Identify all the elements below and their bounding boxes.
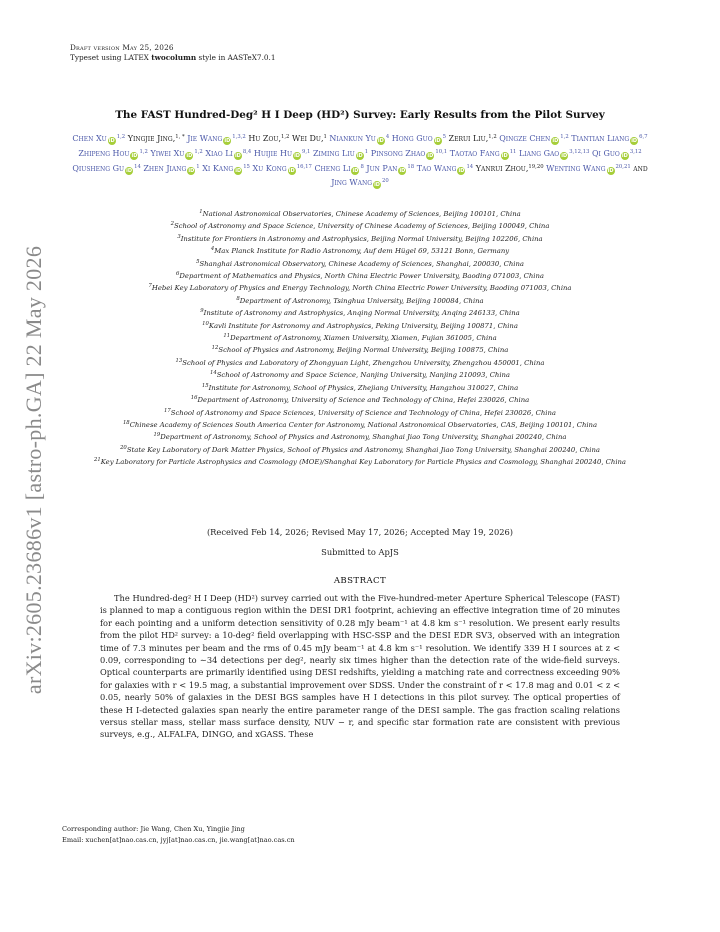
author-name-text: Jie Wang <box>187 134 223 143</box>
author-name-text: Pinsong Zhao <box>370 148 426 158</box>
author-name-text: Chen Xu <box>72 134 107 143</box>
author-affiliation-marker: 6,7 <box>639 134 648 140</box>
author-name[interactable] <box>72 134 125 143</box>
orcid-icon[interactable]: iD <box>607 167 614 174</box>
affiliation-text: School of Astronomy and Space Sciences, University of Science and Technology of China, Hefei 230026, China <box>170 408 556 417</box>
affiliation-text: National Astronomical Observatories, Chinese Academy of Sciences, Beijing 100101, China <box>202 210 521 218</box>
orcid-icon[interactable]: iD <box>352 167 359 174</box>
author-list <box>52 131 668 190</box>
author-name[interactable] <box>366 164 414 173</box>
author-name <box>128 134 185 143</box>
author-name[interactable] <box>143 164 199 173</box>
affiliation-number: 21 <box>93 457 101 464</box>
author-affiliation-marker: 3,12 <box>629 148 642 155</box>
orcid-icon[interactable]: iD <box>186 152 193 159</box>
author-name[interactable] <box>571 134 647 143</box>
affiliation-number: 13 <box>175 357 183 364</box>
orcid-icon[interactable]: iD <box>377 138 384 144</box>
author-affiliation-marker: 1,2 <box>560 134 569 140</box>
author-name-text: Huijie Hu <box>253 148 292 158</box>
affiliation-text: Department of Mathematics and Physics, North China Electric Power University, Baoding 071003, China <box>179 272 544 281</box>
affiliation-item <box>36 244 684 256</box>
author-name-text: Yanrui Zhou, <box>475 163 529 173</box>
orcid-icon[interactable]: iD <box>427 152 434 159</box>
orcid-icon[interactable]: iD <box>458 167 465 174</box>
author-name[interactable] <box>205 149 251 158</box>
affiliation-text: Hebei Key Laboratory of Physics and Energy Technology, North China Electric Power University, Baoding 071003, China <box>151 284 572 293</box>
author-affiliation-marker: 8,4 <box>242 148 252 155</box>
orcid-icon[interactable]: iD <box>621 152 628 159</box>
affiliation-item <box>36 306 684 318</box>
author-name <box>449 134 497 143</box>
affiliation-text: Shanghai Astronomical Observatory, Chinese Academy of Sciences, Shanghai, 200030, China <box>199 259 524 268</box>
orcid-icon[interactable]: iD <box>188 167 195 174</box>
orcid-icon[interactable]: iD <box>288 167 295 174</box>
affiliation-number: 3 <box>177 233 181 240</box>
affiliation-item <box>36 356 684 368</box>
affiliation-text: School of Physics and Laboratory of Zhongyuan Light, Zhengzhou University, Zhengzhou 450001, China <box>182 358 545 367</box>
author-affiliation-marker: 1 <box>196 163 200 170</box>
author-name-text: Taotao Fang <box>449 148 500 158</box>
author-affiliation-marker: 1, * <box>175 134 185 140</box>
author-affiliation-marker: 20 <box>382 178 389 185</box>
affiliation-item <box>36 269 684 281</box>
author-name[interactable] <box>202 164 250 173</box>
affiliation-number: 6 <box>176 271 180 278</box>
author-name[interactable] <box>72 164 141 173</box>
affiliation-number: 19 <box>153 432 161 439</box>
header-note <box>70 43 276 63</box>
author-name <box>248 134 289 143</box>
author-name-text: Xu Kong <box>252 163 287 173</box>
submitted-to: Submitted to ApJS <box>321 547 399 557</box>
author-name[interactable] <box>331 178 389 187</box>
affiliation-text: Key Laboratory for Particle Astrophysics and Cosmology (MOE)/Shanghai Key Laboratory for Particle Physics and Cosmology, Shanghai 200240, China <box>100 458 627 467</box>
affiliation-number: 9 <box>200 308 204 315</box>
author-name[interactable] <box>313 149 368 158</box>
author-affiliation-marker: 16,17 <box>296 163 312 170</box>
author-name-text: Xi Kang <box>202 163 234 173</box>
author-affiliation-marker: 20,21 <box>615 163 631 170</box>
affiliation-number: 1 <box>199 209 203 215</box>
submission-dates: (Received Feb 14, 2026; Revised May 17, 2026; Accepted May 19, 2026) <box>206 527 514 537</box>
affiliation-list <box>36 207 684 468</box>
typeset-prefix: Typeset using <box>70 53 124 62</box>
affiliation-item <box>36 393 684 405</box>
author-name-text: Cheng Li <box>314 163 351 173</box>
author-affiliation-marker: 1,2 <box>139 148 148 155</box>
author-name-text: Xiao Li <box>205 148 233 158</box>
affiliation-text: Max Planck Institute for Radio Astronomy, Auf dem Hügel 69, 53121 Bonn, Germany <box>214 247 510 256</box>
affiliation-number: 20 <box>120 444 127 451</box>
style-word: twocolumn <box>151 53 197 62</box>
affiliation-item <box>36 319 684 331</box>
affiliation-item <box>36 368 684 380</box>
author-name-text: Liang Gao <box>518 148 560 158</box>
affiliation-text: Institute for Frontiers in Astronomy and Astrophysics, Beijing Normal University, Beijing 102206, China <box>180 234 543 243</box>
orcid-icon[interactable]: iD <box>294 152 300 159</box>
author-affiliation-marker: 1,2 <box>280 134 290 140</box>
author-name[interactable] <box>392 134 446 143</box>
author-name[interactable] <box>519 149 589 158</box>
author-affiliation-marker: 1,2 <box>116 134 126 140</box>
affiliation-number: 12 <box>211 345 219 352</box>
orcid-icon[interactable]: iD <box>235 167 242 174</box>
affiliation-text: School of Physics and Astronomy, Beijing Normal University, Beijing 100875, China <box>218 346 509 355</box>
author-name-text: Tao Wang <box>416 163 457 173</box>
author-affiliation-marker: 19,20 <box>528 163 544 170</box>
orcid-icon[interactable]: iD <box>631 138 638 144</box>
affiliation-text: Department of Astronomy, Tsinghua University, Beijing 100084, China <box>239 296 484 305</box>
author-name-text: Qingze Chen <box>499 134 551 143</box>
author-affiliation-marker: 1 <box>364 148 369 155</box>
footnote <box>62 824 295 845</box>
author-affiliation-marker: 1,2 <box>488 134 497 140</box>
affiliation-item <box>36 443 684 455</box>
author-affiliation-marker: 4 <box>385 134 390 140</box>
affiliation-item <box>36 257 684 269</box>
affiliation-number: 15 <box>201 382 209 389</box>
author-affiliation-marker: 3,12,13 <box>569 148 590 155</box>
orcid-icon[interactable]: iD <box>126 167 133 174</box>
author-affiliation-marker: 11 <box>509 148 517 155</box>
orcid-icon[interactable]: iD <box>131 152 138 159</box>
author-affiliation-marker: 14 <box>466 163 474 170</box>
author-affiliation-marker: 1,2 <box>194 148 203 155</box>
affiliation-item <box>36 207 684 219</box>
affiliation-item <box>36 281 684 293</box>
affiliation-item <box>36 430 684 442</box>
author-affiliation-marker: 1,3,2 <box>232 134 246 140</box>
affiliation-text: School of Astronomy and Space Science, University of Chinese Academy of Sciences, Beijing 100049, China <box>173 222 550 231</box>
affiliation-number: 14 <box>209 370 217 377</box>
orcid-icon[interactable]: iD <box>561 152 568 159</box>
affiliation-text: Department of Astronomy, University of Science and Technology of China, Hefei 230026, China <box>197 396 530 405</box>
affiliation-text: State Key Laboratory of Dark Matter Physics, School of Physics and Astronomy, Shanghai Jiao Tong University, Shanghai 200240, China <box>126 445 600 454</box>
author-name-text: Wenting Wang <box>546 163 606 173</box>
affiliation-number: 16 <box>190 395 198 402</box>
author-affiliation-marker: 14 <box>134 163 141 170</box>
author-affiliation-marker: 8 <box>360 163 364 170</box>
orcid-icon[interactable]: iD <box>356 152 363 159</box>
author-name-text: Hu Zou, <box>248 134 281 143</box>
author-name-text: Qi Guo <box>592 148 620 158</box>
affiliation-text: Chinese Academy of Sciences South America Center for Astronomy, National Astronomical Observatories, CAS, Beijing 100101, China <box>129 420 598 429</box>
author-affiliation-marker: 9,1 <box>302 148 311 155</box>
author-affiliation-marker: 15 <box>243 163 250 170</box>
draft-version-line: Draft version May 25, 2026 <box>70 43 174 52</box>
author-name[interactable] <box>329 134 389 143</box>
affiliation-item <box>36 406 684 418</box>
affiliation-item <box>36 455 684 467</box>
author-name-text: Jun Pan <box>366 163 398 173</box>
author-name[interactable] <box>314 164 363 173</box>
affiliation-number: 2 <box>170 221 174 228</box>
affiliation-number: 11 <box>223 333 231 340</box>
author-name[interactable] <box>187 134 246 143</box>
author-name-text: Wei Du, <box>291 134 324 143</box>
author-name-text: Niankun Yu <box>329 134 376 143</box>
author-name-text: Jing Wang <box>331 178 372 188</box>
author-name[interactable] <box>450 149 517 158</box>
author-name <box>476 164 544 173</box>
author-name[interactable] <box>417 164 473 173</box>
affiliation-text: Institute of Astronomy and Astrophysics, Anqing Normal University, Anqing 246133, China <box>203 309 520 318</box>
author-name-text: Ziming Liu <box>312 148 355 158</box>
latex-word: LATEX <box>123 53 149 62</box>
affiliation-item <box>36 219 684 231</box>
arxiv-identifier[interactable]: arXiv:2605.23686v1 [astro-ph.GA] 22 May 2026 <box>21 245 46 695</box>
and-connector: and <box>633 163 648 173</box>
author-name[interactable] <box>252 164 311 173</box>
affiliation-text: School of Astronomy and Space Science, Nanjing University, Nanjing 210093, China <box>216 371 511 380</box>
orcid-icon[interactable]: iD <box>552 138 559 144</box>
affiliation-number: 7 <box>148 283 152 290</box>
affiliation-item <box>36 418 684 430</box>
affiliation-item <box>36 232 684 244</box>
email-line: Email: xuchen[at]nao.cas.cn, jyj[at]nao.cas.cn, jie.wang[at]nao.cas.cn <box>62 835 295 844</box>
affiliation-number: 17 <box>164 407 171 414</box>
author-name[interactable] <box>78 149 148 158</box>
affiliation-text: Department of Astronomy, School of Physics and Astronomy, Shanghai Jiao Tong University, Shanghai 200240, China <box>160 433 567 442</box>
author-name[interactable] <box>371 149 447 158</box>
typeset-suffix: style in AASTeX7.0.1 <box>196 53 276 62</box>
corresponding-author: Corresponding author: Jie Wang, Chen Xu, Yingjie Jing <box>62 825 245 833</box>
affiliation-number: 4 <box>210 246 215 253</box>
affiliation-number: 10 <box>202 320 209 327</box>
author-name[interactable] <box>150 149 202 158</box>
orcid-icon[interactable]: iD <box>108 138 115 144</box>
affiliation-text: Department of Astronomy, Xiamen University, Xiamen, Fujian 361005, China <box>230 334 497 343</box>
author-name[interactable] <box>499 134 568 143</box>
author-name[interactable] <box>592 149 642 158</box>
paper-title: The FAST Hundred-Deg² H I Deep (HD²) Survey: Early Results from the Pilot Survey <box>115 109 605 121</box>
affiliation-item <box>36 381 684 393</box>
typeset-line <box>70 53 276 63</box>
orcid-icon[interactable]: iD <box>374 182 380 189</box>
orcid-icon[interactable]: iD <box>434 138 441 144</box>
author-name-text: Yingjie Jing, <box>127 134 176 143</box>
orcid-icon[interactable]: iD <box>224 138 231 144</box>
orcid-icon[interactable]: iD <box>501 152 508 159</box>
author-name <box>292 134 327 143</box>
author-name-text: Yiwei Xu <box>150 148 185 158</box>
affiliation-text: Kavli Institute for Astronomy and Astrophysics, Peking University, Beijing 100871, China <box>208 321 518 330</box>
affiliation-number: 8 <box>236 295 240 302</box>
orcid-icon[interactable]: iD <box>399 167 406 174</box>
author-name[interactable] <box>254 149 311 158</box>
author-name-text: Zhen Jiang <box>143 163 187 173</box>
author-name-text: Qiusheng Gu <box>72 163 125 173</box>
affiliation-number: 18 <box>122 419 130 426</box>
affiliation-item <box>36 294 684 306</box>
affiliation-item <box>36 331 684 343</box>
abstract-text: The Hundred-deg² H I Deep (HD²) survey carried out with the Five-hundred-meter Aperture Spherical Telescope (FAST) is planned to map a contiguous region within the DESI DR1 footprint, achieving an effective integration time of 20 minutes for each pointing and a uniform detection sensitivity of 0.28 mJy beam⁻¹ at 4.8 km s⁻¹ resolution. We present early results from the pilot HD² survey: a 10-deg² field overlapping with HSC-SSP and the DESI EDR SV3, observed with an integration time of 7.3 minutes per beam and the rms of 0.45 mJy beam⁻¹ at 4.8 km s⁻¹ resolution. We identify 339 H I sources at z < 0.09, corresponding to ∼34 detections per deg², nearly six times higher than the detection rate of the wide-field surveys. Optical counterparts are primarily identified using DESI redshifts, yielding a matching rate and correctness exceeding 90% for galaxies with r < 19.5 mag, a substantial improvement over SDSS. Under the constraint of r < 17.8 mag and 0.01 < z < 0.05, nearly 50% of galaxies in the DESI BGS samples have H I detections in this pilot survey. The optical properties of these H I-detected galaxies span nearly the entire parameter range of the DESI sample. The gas fraction scaling relations versus stellar mass, stellar mass surface density, NUV − r, and specific star formation rate are consistent with previous surveys, e.g., ALFALFA, DINGO, and xGASS. These <box>100 593 620 740</box>
author-affiliation-marker: 18 <box>407 163 415 170</box>
author-name-text: Hong Guo <box>391 134 433 143</box>
abstract-heading: ABSTRACT <box>333 576 387 586</box>
author-name[interactable] <box>546 164 631 173</box>
author-name-text: Zerui Liu, <box>448 134 489 143</box>
orcid-icon[interactable]: iD <box>234 152 241 159</box>
author-affiliation-marker: 5 <box>442 134 446 140</box>
affiliation-text: Institute for Astronomy, School of Physics, Zhejiang University, Hangzhou 310027, China <box>208 383 519 392</box>
author-name-text: Zhipeng Hou <box>78 148 130 158</box>
abstract-body <box>100 592 620 741</box>
author-affiliation-marker: 10,1 <box>435 148 448 155</box>
author-name-text: Tiantian Liang <box>571 134 630 143</box>
affiliation-number: 5 <box>196 258 200 265</box>
author-affiliation-marker: 1 <box>323 134 327 140</box>
affiliation-item <box>36 343 684 355</box>
